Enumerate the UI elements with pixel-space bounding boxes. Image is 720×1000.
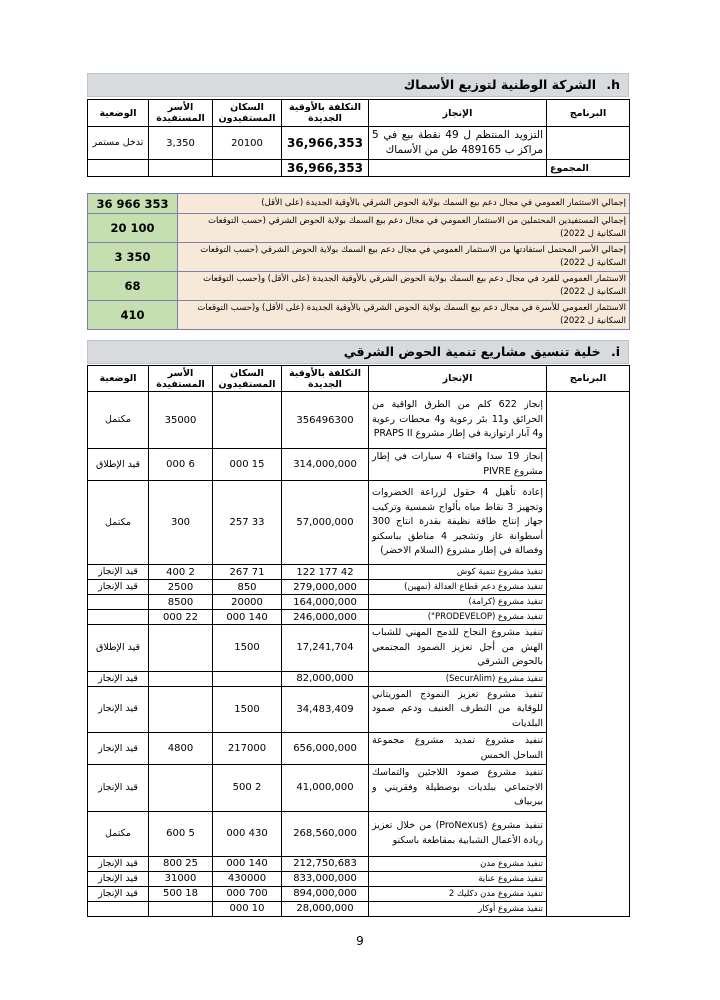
row-population: 430 000 (213, 811, 282, 856)
row-cost: 41,000,000 (282, 765, 369, 812)
header-status: الوضعية (88, 100, 149, 127)
row-families: 300 (149, 481, 213, 565)
row-achievement: تنفيذ مشروع صمود اللاجئين والتماسك الاجتماعي ببلديات بوصطيلة وفقريني و بيربياف (369, 765, 547, 812)
row-population: 850 (213, 580, 282, 595)
row-population: 33 257 (213, 481, 282, 565)
row-families: 22 000 (149, 610, 213, 625)
row-families: 35000 (149, 392, 213, 449)
row-achievement: تنفيذ مشروع تعزيز النموذج الموريتاني للوقاية من التطرف العنيف ودعم صمود البلديات (369, 686, 547, 733)
row-population: 1500 (213, 625, 282, 672)
row-status: قيد الإنجاز (88, 733, 149, 765)
row-population: 1500 (213, 686, 282, 733)
row-population: 20000 (213, 595, 282, 610)
row-achievement: تنفيذ مشروع أوكار (369, 901, 547, 916)
section-i-letter: i. (610, 344, 620, 359)
row-population (213, 671, 282, 686)
total-status (88, 160, 149, 177)
row-achievement: إنجاز 19 سدا واقتناء 4 سيارات في إطار مشروع PIVRE (369, 449, 547, 481)
row-status: مكتمل (88, 481, 149, 565)
row-cost: 314,000,000 (282, 449, 369, 481)
summary-label: إجمالي الأسر المحتمل استفادتها من الاستثمار العمومي في مجال دعم بيع السمك بولاية الحوض الشرقي (حسب التوقعات السكانية ل 2022) (178, 243, 630, 272)
row-status: قيد الإنجاز (88, 856, 149, 871)
row-achievement: تنفيذ مشروع (كرامة) (369, 595, 547, 610)
row-cost: 279,000,000 (282, 580, 369, 595)
row-cost: 28,000,000 (282, 901, 369, 916)
page-number: 9 (356, 934, 364, 948)
cell-families: 3,350 (149, 127, 213, 160)
total-families (149, 160, 213, 177)
header-status: الوضعية (88, 366, 149, 392)
table-h (87, 99, 630, 177)
row-status: قيد الإنجاز (88, 871, 149, 886)
row-cost: 34,483,409 (282, 686, 369, 733)
summary-label: إجمالي المستفيدين المحتملين من الاستثمار العمومي في مجال دعم بيع السمك بولاية الحوض الشرقي (حسب التوقعات السكانية ل 2022) (178, 214, 630, 243)
row-families (149, 765, 213, 812)
row-cost: 356496300 (282, 392, 369, 449)
section-i-heading (87, 340, 629, 364)
row-achievement: تنفيذ مشروع (ProNexus) من خلال تعزيز ريادة الأعمال الشبابية بمقاطعة باسكنو (369, 811, 547, 856)
row-population (213, 392, 282, 449)
cell-cost: 36,966,353 (282, 127, 369, 160)
header-cost: التكلفة بالأوقية الجديدة (282, 100, 369, 127)
row-achievement: إنجاز 622 كلم من الطرق الواقية من الحرائق و11 بئر رعوية و4 محطات رعوية و4 آبار ارتوازية في إطار مشروع PRAPS II (369, 392, 547, 449)
summary-value: 3 350 (88, 243, 178, 272)
summary-label: الاستثمار العمومي للفرد في مجال دعم بيع السمك بولاية الحوض الشرقي بالأوقية الجديدة (على الأقل) و(حسب التوقعات السكانية ل 2022) (178, 272, 630, 301)
row-population: 10 000 (213, 901, 282, 916)
row-status (88, 610, 149, 625)
total-population (213, 160, 282, 177)
cell-population: 20100 (213, 127, 282, 160)
row-achievement: تنفيذ مشروع تنمية كوش (369, 565, 547, 580)
row-families: 25 800 (149, 856, 213, 871)
row-status (88, 901, 149, 916)
row-population: 15 000 (213, 449, 282, 481)
row-population: 2 500 (213, 765, 282, 812)
header-program: البرنامج (547, 366, 630, 392)
row-families (149, 686, 213, 733)
row-status: مكتمل (88, 811, 149, 856)
header-families: الأسر المستفيدة (149, 366, 213, 392)
row-status: قيد الإطلاق (88, 449, 149, 481)
row-families: 18 500 (149, 886, 213, 901)
summary-value: 68 (88, 272, 178, 301)
row-status: قيد الإنجاز (88, 765, 149, 812)
row-cost: 42 177 122 (282, 565, 369, 580)
row-families: 4800 (149, 733, 213, 765)
total-label: المجموع (547, 160, 630, 177)
row-families: 8500 (149, 595, 213, 610)
row-achievement: تنفيذ مشروع دعم قطاع العدالة (تمهين) (369, 580, 547, 595)
cell-status: تدخل مستمر (88, 127, 149, 160)
row-population: 140 000 (213, 610, 282, 625)
header-population: السكان المستفيدون (213, 366, 282, 392)
cell-program (547, 127, 630, 160)
header-families: الأسر المستفيدة (149, 100, 213, 127)
section-h-heading (87, 73, 629, 97)
row-cost: 246,000,000 (282, 610, 369, 625)
row-status: قيد الإنجاز (88, 565, 149, 580)
header-cost: التكلفة بالأوقية الجديدة (282, 366, 369, 392)
table-i (87, 365, 630, 917)
row-achievement: تنفيذ مشروع مدن دكليك 2 (369, 886, 547, 901)
total-achievement (369, 160, 547, 177)
summary-value: 20 100 (88, 214, 178, 243)
row-achievement: إعادة تأهيل 4 حقول لزراعة الخضروات وتجهيز 3 نقاط مياه بألواح شمسية وتركيب جهاز إنتاج طاقة نظيفة بقدرة انتاج 300 أسطوانة غاز وتشجير 4 مناطق بباسكنو وفصالة في إطار مشروع (السلام الاخضر) (369, 481, 547, 565)
row-families: 2 400 (149, 565, 213, 580)
row-families: 2500 (149, 580, 213, 595)
row-cost: 82,000,000 (282, 671, 369, 686)
row-achievement: تنفيذ مشروع مدن (369, 856, 547, 871)
header-achievement: الإنجاز (369, 366, 547, 392)
row-population: 700 000 (213, 886, 282, 901)
row-population: 140 000 (213, 856, 282, 871)
row-achievement: تنفيذ مشروع (SecurAlim) (369, 671, 547, 686)
section-i-title: خلية تنسيق مشاريع تنمية الحوض الشرقي (343, 344, 601, 359)
row-families (149, 625, 213, 672)
row-cost: 164,000,000 (282, 595, 369, 610)
row-cost: 268,560,000 (282, 811, 369, 856)
row-cost: 17,241,704 (282, 625, 369, 672)
row-cost: 57,000,000 (282, 481, 369, 565)
section-h-letter: h. (606, 77, 620, 92)
row-status: قيد الإنجاز (88, 686, 149, 733)
row-cost: 894,000,000 (282, 886, 369, 901)
row-status: قيد الإطلاق (88, 625, 149, 672)
row-achievement: تنفيذ مشروع (PRODEVELOP") (369, 610, 547, 625)
section-h-title: الشركة الوطنية لتوزيع الأسماك (403, 77, 596, 92)
summary-label: إجمالي الاستثمار العمومي في مجال دعم بيع السمك بولاية الحوض الشرقي بالأوقية الجديدة (على الأقل) (178, 194, 630, 214)
summary-value: 36 966 353 (88, 194, 178, 214)
row-population: 71 267 (213, 565, 282, 580)
row-families (149, 671, 213, 686)
row-families: 31000 (149, 871, 213, 886)
summary-value: 410 (88, 301, 178, 330)
row-achievement: تنفيذ مشروع عناية (369, 871, 547, 886)
row-achievement: تنفيذ مشروع النجاح للدمج المهني للشباب الهش من أجل تعزيز الصمود المجتمعي بالحوض الشرقي (369, 625, 547, 672)
row-population: 430000 (213, 871, 282, 886)
row-families (149, 901, 213, 916)
header-achievement: الإنجاز (369, 100, 547, 127)
row-cost: 833,000,000 (282, 871, 369, 886)
cell-program (547, 392, 630, 917)
summary-label: الاستثمار العمومي للأسرة في مجال دعم بيع السمك بولاية الحوض الشرقي بالأوقية الجديدة (على الأقل) و(حسب التوقعات السكانية ل 2022) (178, 301, 630, 330)
total-cost: 36,966,353 (282, 160, 369, 177)
row-achievement: تنفيذ مشروع تمديد مشروع مجموعة الساحل الخمس (369, 733, 547, 765)
summary-table (87, 193, 630, 330)
row-population: 217000 (213, 733, 282, 765)
row-families: 5 600 (149, 811, 213, 856)
row-status (88, 595, 149, 610)
row-cost: 656,000,000 (282, 733, 369, 765)
row-cost: 212,750,683 (282, 856, 369, 871)
header-population: السكان المستفيدون (213, 100, 282, 127)
header-program: البرنامج (547, 100, 630, 127)
row-status: قيد الإنجاز (88, 671, 149, 686)
row-families: 6 000 (149, 449, 213, 481)
row-status: مكتمل (88, 392, 149, 449)
cell-achievement: التزويد المنتظم ل 49 نقطة بيع في 5 مراكز ب 489165 طن من الأسماك (369, 127, 547, 160)
row-status: قيد الإنجاز (88, 886, 149, 901)
row-status: قيد الإنجاز (88, 580, 149, 595)
